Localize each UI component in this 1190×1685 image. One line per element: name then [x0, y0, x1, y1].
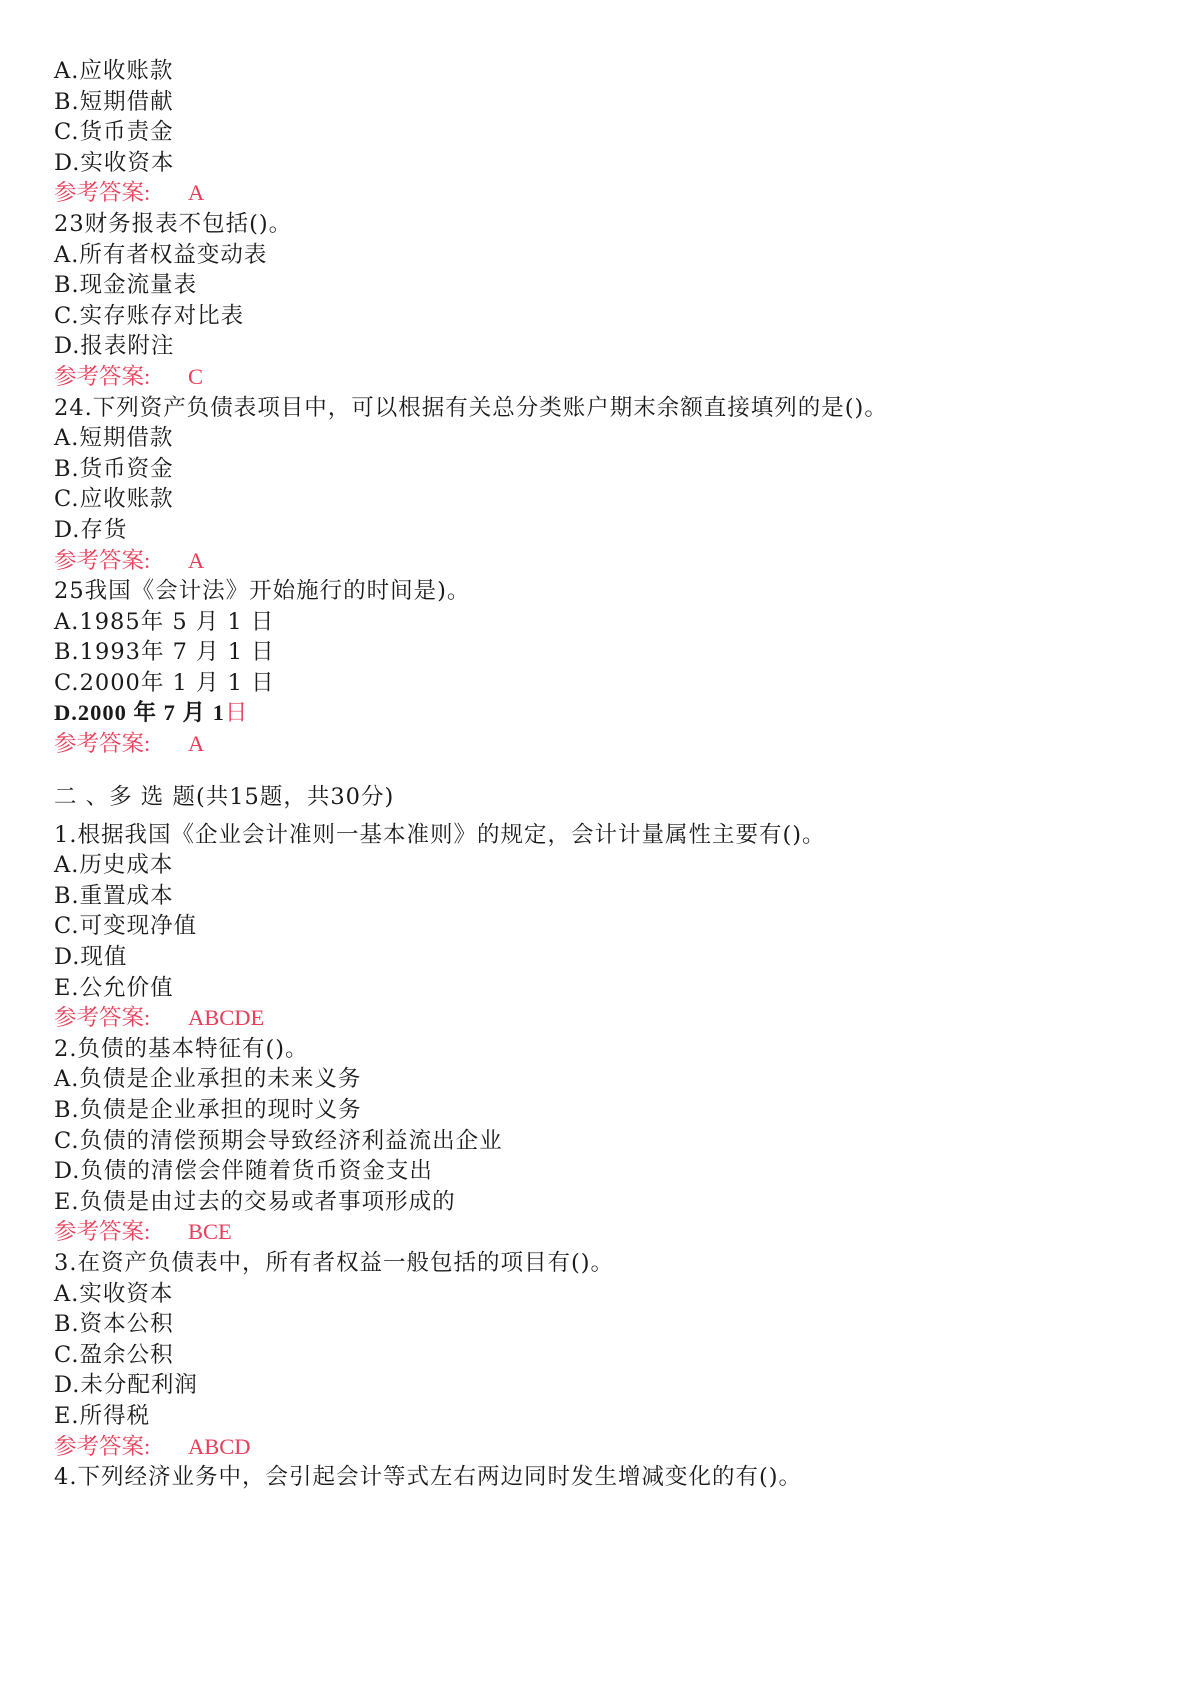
answer-line — [54, 1217, 1144, 1248]
question-stem: 24.下列资产负债表项目中，可以根据有关总分类账户期末余额直接填列的是()。 — [54, 394, 888, 421]
option-b: B.现金流量表 — [54, 272, 198, 299]
option-b: B.负债是企业承担的现时义务 — [54, 1097, 362, 1123]
question-stem: 3.在资产负债表中，所有者权益一般包括的项目有()。 — [54, 1249, 615, 1276]
option-d-tail: 日 — [224, 700, 249, 727]
option-b: B.重置成本 — [54, 882, 174, 909]
spacer — [54, 760, 1144, 774]
option-d: D.实收资本 — [54, 149, 175, 176]
option-a: A.应收账款 — [54, 58, 174, 84]
option-e: E.公允价值 — [54, 974, 174, 1001]
answer-label: 参考答案: — [54, 363, 151, 389]
option-a: A.负债是企业承担的未来义务 — [54, 1066, 362, 1093]
question-stem: 1.根据我国《企业会计准则一基本准则》的规定，会计计量属性主要有()。 — [54, 821, 826, 848]
answer-label: 参考答案: — [54, 1005, 151, 1031]
option-d-text: D.2000 年 7 月 1 — [54, 700, 225, 726]
answer-line — [54, 362, 1144, 393]
answer-value: BCE — [188, 1219, 232, 1245]
option-a: A.短期借款 — [54, 425, 174, 452]
option-d — [54, 698, 1144, 729]
exam-page — [54, 56, 1144, 1493]
question-stem: 2.负债的基本特征有()。 — [54, 1035, 309, 1062]
option-a: A.历史成本 — [54, 852, 174, 879]
option-b: B.资本公积 — [54, 1311, 174, 1338]
answer-label: 参考答案: — [54, 1433, 151, 1459]
answer-line — [54, 1432, 1144, 1463]
option-d: D.未分配利润 — [54, 1372, 198, 1399]
answer-label: 参考答案: — [54, 547, 151, 573]
answer-line — [54, 178, 1144, 209]
option-c: C.可变现净值 — [54, 913, 198, 940]
option-d: D.负债的清偿会伴随着货币资金支出 — [54, 1158, 433, 1185]
option-a: A.1985年 5 月 1 日 — [54, 608, 275, 635]
option-b: B.货币资金 — [54, 455, 174, 482]
option-c: C.货币责金 — [54, 119, 174, 146]
answer-label: 参考答案: — [54, 1219, 151, 1245]
answer-value: C — [188, 363, 204, 389]
option-d: D.存货 — [54, 516, 128, 543]
answer-value: A — [188, 731, 205, 757]
answer-value: A — [188, 547, 205, 573]
option-a: A.实收资本 — [54, 1280, 174, 1307]
option-c: C.实存账存对比表 — [54, 302, 245, 329]
answer-line — [54, 1003, 1144, 1034]
section-heading: 二 、多 选 题(共15题，共30分) — [54, 783, 395, 810]
option-c: C.2000年 1 月 1 日 — [54, 669, 275, 696]
multi-question-3-block — [54, 1248, 1144, 1462]
answer-value: A — [188, 180, 205, 206]
answer-value: ABCDE — [188, 1005, 265, 1031]
question-24-block — [54, 393, 1144, 577]
option-c: C.负债的清偿预期会导致经济利益流出企业 — [54, 1127, 503, 1154]
question-23-block — [54, 209, 1144, 393]
question-stem: 23财务报表不包括()。 — [54, 210, 293, 237]
answer-label: 参考答案: — [54, 731, 151, 757]
multi-question-4-block — [54, 1462, 1144, 1493]
option-b: B.短期借献 — [54, 88, 174, 115]
question-25-block — [54, 576, 1144, 760]
answer-label: 参考答案: — [54, 180, 151, 206]
option-e: E.负债是由过去的交易或者事项形成的 — [54, 1188, 456, 1215]
answer-value: ABCD — [188, 1433, 251, 1459]
option-d: D.现值 — [54, 944, 128, 971]
answer-line — [54, 729, 1144, 760]
multi-question-1-block — [54, 820, 1144, 1034]
question-stem: 25我国《会计法》开始施行的时间是)。 — [54, 578, 471, 605]
option-b: B.1993年 7 月 1 日 — [54, 639, 275, 666]
option-d: D.报表附注 — [54, 333, 175, 360]
option-e: E.所得税 — [54, 1402, 151, 1429]
question-22-block — [54, 56, 1144, 209]
question-stem: 4.下列经济业务中，会引起会计等式左右两边同时发生增减变化的有()。 — [54, 1464, 803, 1491]
option-c: C.盈余公积 — [54, 1341, 174, 1368]
answer-line — [54, 546, 1144, 577]
option-a: A.所有者权益变动表 — [54, 241, 268, 268]
option-c: C.应收账款 — [54, 486, 174, 513]
multi-question-2-block — [54, 1034, 1144, 1248]
